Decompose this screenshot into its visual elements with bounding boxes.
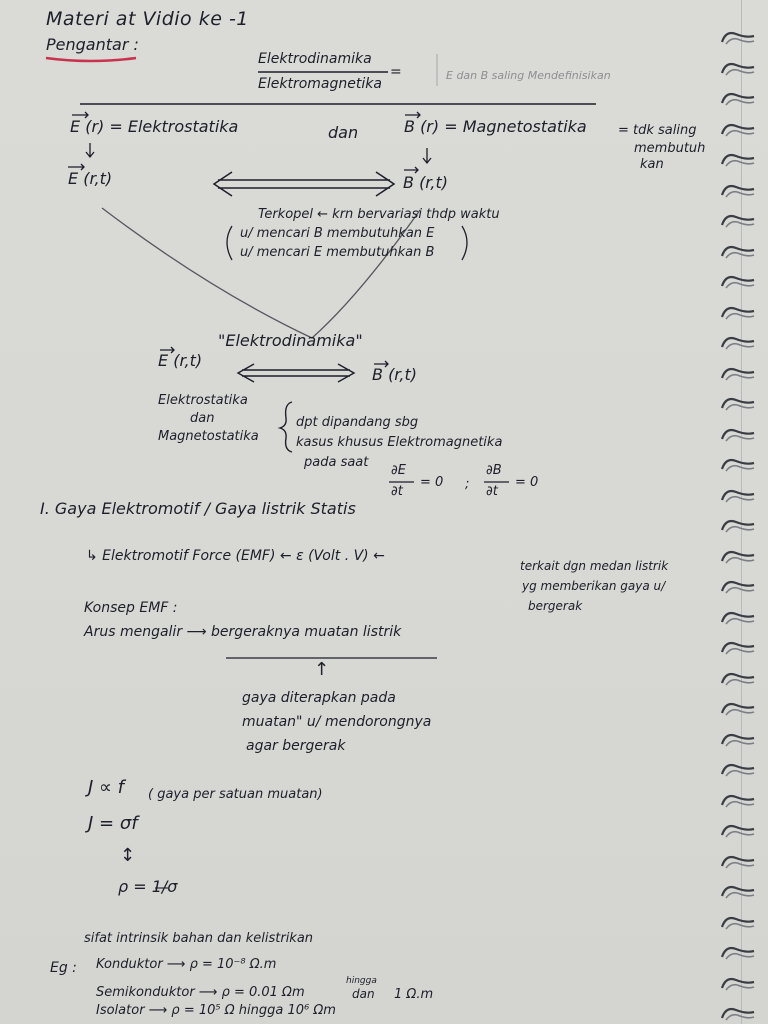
- emf-line: ↳ Elektromotif Force (EMF) ← ε (Volt . V) ←: [86, 548, 385, 564]
- down-arrow: [86, 143, 94, 157]
- intrinsic-note: sifat intrinsik bahan dan kelistrikan: [84, 931, 314, 946]
- section-one-heading: I. Gaya Elektromotif / Gaya listrik Statis: [40, 499, 356, 518]
- right-paren: [462, 226, 467, 260]
- eg-label: Eg :: [50, 960, 77, 976]
- semiconductor-line: Semikonduktor ⟶ ρ = 0.01 Ωm: [96, 985, 305, 1000]
- insulator-line: Isolator ⟶ ρ = 10⁵ Ω hingga 10⁶ Ωm: [96, 1003, 336, 1018]
- concept-heading: Konsep EMF :: [84, 600, 178, 616]
- semi-dan: dan: [352, 987, 375, 1001]
- section-underline: [46, 58, 136, 61]
- cond-2-val: = 0: [515, 475, 539, 490]
- e-static: E (r) = Elektrostatika: [70, 117, 239, 136]
- dan-label: dan: [328, 123, 359, 142]
- fraction-eq: =: [390, 64, 402, 80]
- elektrodinamika-quote: "Elektrodinamika": [218, 331, 363, 350]
- page-title: Materi at Vidio ke -1: [46, 8, 249, 30]
- eq-ohm: J = σf: [88, 813, 138, 834]
- note-line-3: kan: [640, 157, 664, 172]
- section-label: Pengantar :: [46, 35, 139, 54]
- coupled-line-1: u/ mencari B membutuhkan E: [240, 226, 435, 241]
- right-2: kasus khusus Elektromagnetika: [296, 435, 503, 450]
- fraction-top: Elektrodinamika: [258, 51, 372, 67]
- emf-note-1: terkait dgn medan listrik: [520, 559, 669, 573]
- note-line-2: membutuh: [634, 141, 706, 156]
- double-arrow-2: [238, 364, 354, 382]
- e-dynamic: E (r,t): [68, 169, 113, 188]
- eq-rho: ρ = 1/σ: [118, 877, 178, 896]
- right-1: dpt dipandang sbg: [296, 415, 419, 430]
- right-3: pada saat: [304, 455, 369, 470]
- semi-end: 1 Ω.m: [394, 987, 434, 1002]
- left-1: Elektrostatika: [158, 393, 248, 408]
- e-rt: E (r,t): [158, 351, 203, 370]
- cond-1-den: ∂t: [391, 484, 403, 499]
- note-line-1: = tdk saling: [618, 123, 697, 138]
- double-arrow: [214, 172, 394, 196]
- cond-2-den: ∂t: [486, 484, 498, 499]
- left-2: dan: [190, 411, 215, 426]
- b-dynamic: B (r,t): [403, 173, 449, 192]
- emf-note-3: bergerak: [528, 599, 583, 613]
- conductor-line: Konduktor ⟶ ρ = 10⁻⁸ Ω.m: [96, 957, 277, 972]
- semicolon: ;: [465, 477, 470, 492]
- side-note: E dan B saling Mendefinisikan: [446, 69, 611, 82]
- b-static: B (r) = Magnetostatika: [404, 117, 587, 136]
- left-paren: [227, 226, 232, 260]
- coupled-label: Terkopel ← krn bervariasi thdp waktu: [258, 207, 500, 222]
- force-line-3: agar bergerak: [246, 738, 346, 754]
- eq-proportional: J ∝ f: [88, 777, 124, 798]
- semi-hingga: hingga: [346, 976, 377, 986]
- eq-proportional-note: ( gaya per satuan muatan): [148, 787, 323, 802]
- curly-brace: [280, 402, 292, 452]
- left-3: Magnetostatika: [158, 429, 259, 444]
- cond-1-num: ∂E: [391, 463, 406, 478]
- concept-line: Arus mengalir ⟶ bergeraknya muatan listrik: [84, 624, 402, 640]
- cond-1-val: = 0: [420, 475, 444, 490]
- force-line-2: muatan" u/ mendorongnya: [242, 714, 432, 730]
- cond-2-num: ∂B: [486, 463, 502, 478]
- emf-note-2: yg memberikan gaya u/: [522, 579, 666, 593]
- force-line-1: gaya diterapkan pada: [242, 690, 396, 706]
- eq-updown: ↕: [120, 845, 136, 866]
- fraction-bottom: Elektromagnetika: [258, 76, 382, 92]
- b-rt: B (r,t): [372, 365, 418, 384]
- up-arrow: ↑: [314, 659, 330, 680]
- coupled-line-2: u/ mencari E membutuhkan B: [240, 245, 435, 260]
- down-arrow: [423, 148, 431, 163]
